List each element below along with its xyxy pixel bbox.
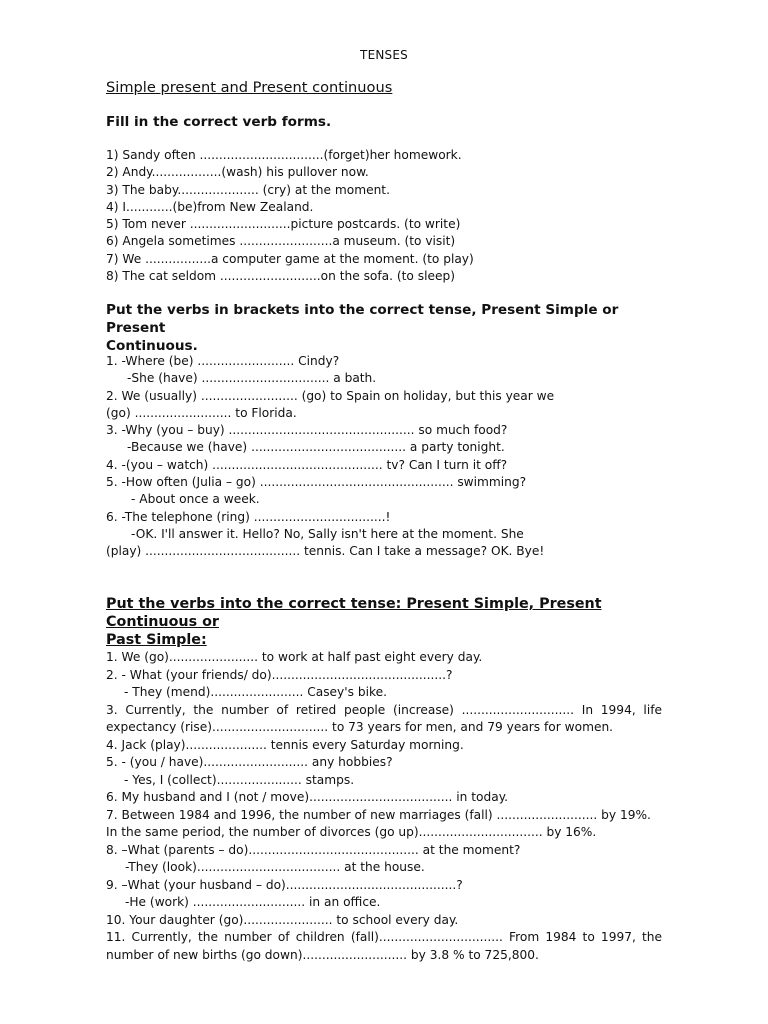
section3-heading-line1: Put the verbs into the correct tense: Present Simple, Present Continuous or xyxy=(106,596,602,630)
exercise-line: 1. We (go)....................... to work at half past eight every day. xyxy=(106,650,483,664)
section2-instruction xyxy=(106,301,666,355)
exercise-line: 5. - (you / have)........................... any hobbies? xyxy=(106,755,393,769)
section2-instruction-line2: Continuous. xyxy=(106,338,198,354)
exercise-line: number of new births (go down)........................... by 3.8 % to 725,800. xyxy=(106,947,539,962)
exercise-line: - They (mend)........................ Casey's bike. xyxy=(124,685,387,699)
exercise-line: 6. -The telephone (ring) ..................................! xyxy=(106,509,391,524)
exercise-line: 1. -Where (be) ......................... Cindy? xyxy=(106,354,340,368)
exercise-line: 10. Your daughter (go)....................... to school every day. xyxy=(106,912,459,927)
exercise-line: -They (look)..................................... at the house. xyxy=(125,860,425,874)
exercise-line: (go) ......................... to Florida. xyxy=(106,405,297,420)
exercise-line: 2. We (usually) ......................... (go) to Spain on holiday, but this year we xyxy=(106,388,555,403)
exercise-line: In the same period, the number of divorces (go up)................................ by 16%. xyxy=(106,825,597,839)
exercise-line: -She (have) ................................. a bath. xyxy=(127,371,377,386)
exercise-line: 7) We .................a computer game at the moment. (to play) xyxy=(106,251,474,266)
exercise-line: 7. Between 1984 and 1996, the number of new marriages (fall) .......................... by 19%. xyxy=(106,807,651,822)
exercise-line: 3. -Why (you – buy) ................................................ so much food? xyxy=(106,423,508,438)
section1-exercise-list xyxy=(106,147,662,285)
section3-exercise-list xyxy=(106,649,662,964)
exercise-line: -OK. I'll answer it. Hello? No, Sally isn't here at the moment. She xyxy=(131,526,524,541)
exercise-line: 5. -How often (Julia – go) .................................................. swimming? xyxy=(106,475,527,490)
exercise-line: 5) Tom never ..........................picture postcards. (to write) xyxy=(106,217,461,232)
exercise-line: 6. My husband and I (not / move)..................................... in today. xyxy=(106,790,509,804)
exercise-line: expectancy (rise).............................. to 73 years for men, and 79 years for women. xyxy=(106,720,614,734)
exercise-line: 3) The baby..................... (cry) at the moment. xyxy=(106,182,390,197)
exercise-line: 4. -(you – watch) ............................................ tv? Can I turn it off? xyxy=(106,457,508,472)
section3-heading-line2: Past Simple: xyxy=(106,632,207,648)
section2-instruction-line1: Put the verbs in brackets into the correct tense, Present Simple or Present xyxy=(106,302,619,336)
exercise-line: 9. –What (your husband – do)............................................? xyxy=(106,877,463,892)
exercise-line: 2. - What (your friends/ do).............................................? xyxy=(106,667,453,682)
section3-heading xyxy=(106,595,666,649)
exercise-line: - About once a week. xyxy=(131,492,260,507)
exercise-line: 6) Angela sometimes ........................a museum. (to visit) xyxy=(106,234,456,249)
exercise-line: 2) Andy..................(wash) his pullover now. xyxy=(106,165,369,180)
exercise-line: -He (work) ............................. in an office. xyxy=(125,895,381,909)
exercise-line: - Yes, I (collect)...................... stamps. xyxy=(124,772,355,787)
exercise-line: 8) The cat seldom ..........................on the sofa. (to sleep) xyxy=(106,269,455,284)
exercise-line: (play) ........................................ tennis. Can I take a message? OK. Bye! xyxy=(106,544,545,559)
exercise-line: 11. Currently, the number of children (fall)................................ From 1984 to 1997, the xyxy=(106,930,662,944)
section1-instruction: Fill in the correct verb forms. xyxy=(106,114,332,130)
exercise-line: 3. Currently, the number of retired people (increase) ............................. In 1994, life xyxy=(106,702,662,717)
exercise-line: 8. –What (parents – do)............................................ at the moment? xyxy=(106,842,521,857)
exercise-line: 1) Sandy often ................................(forget)her homework. xyxy=(106,148,462,162)
exercise-line: -Because we (have) ........................................ a party tonight. xyxy=(127,440,505,455)
section2-exercise-list xyxy=(106,353,662,561)
section1-heading: Simple present and Present continuous xyxy=(106,79,393,96)
page-title: TENSES xyxy=(360,48,408,62)
exercise-line: 4. Jack (play)..................... tennis every Saturday morning. xyxy=(106,737,464,752)
exercise-line: 4) I............(be)from New Zealand. xyxy=(106,199,314,214)
